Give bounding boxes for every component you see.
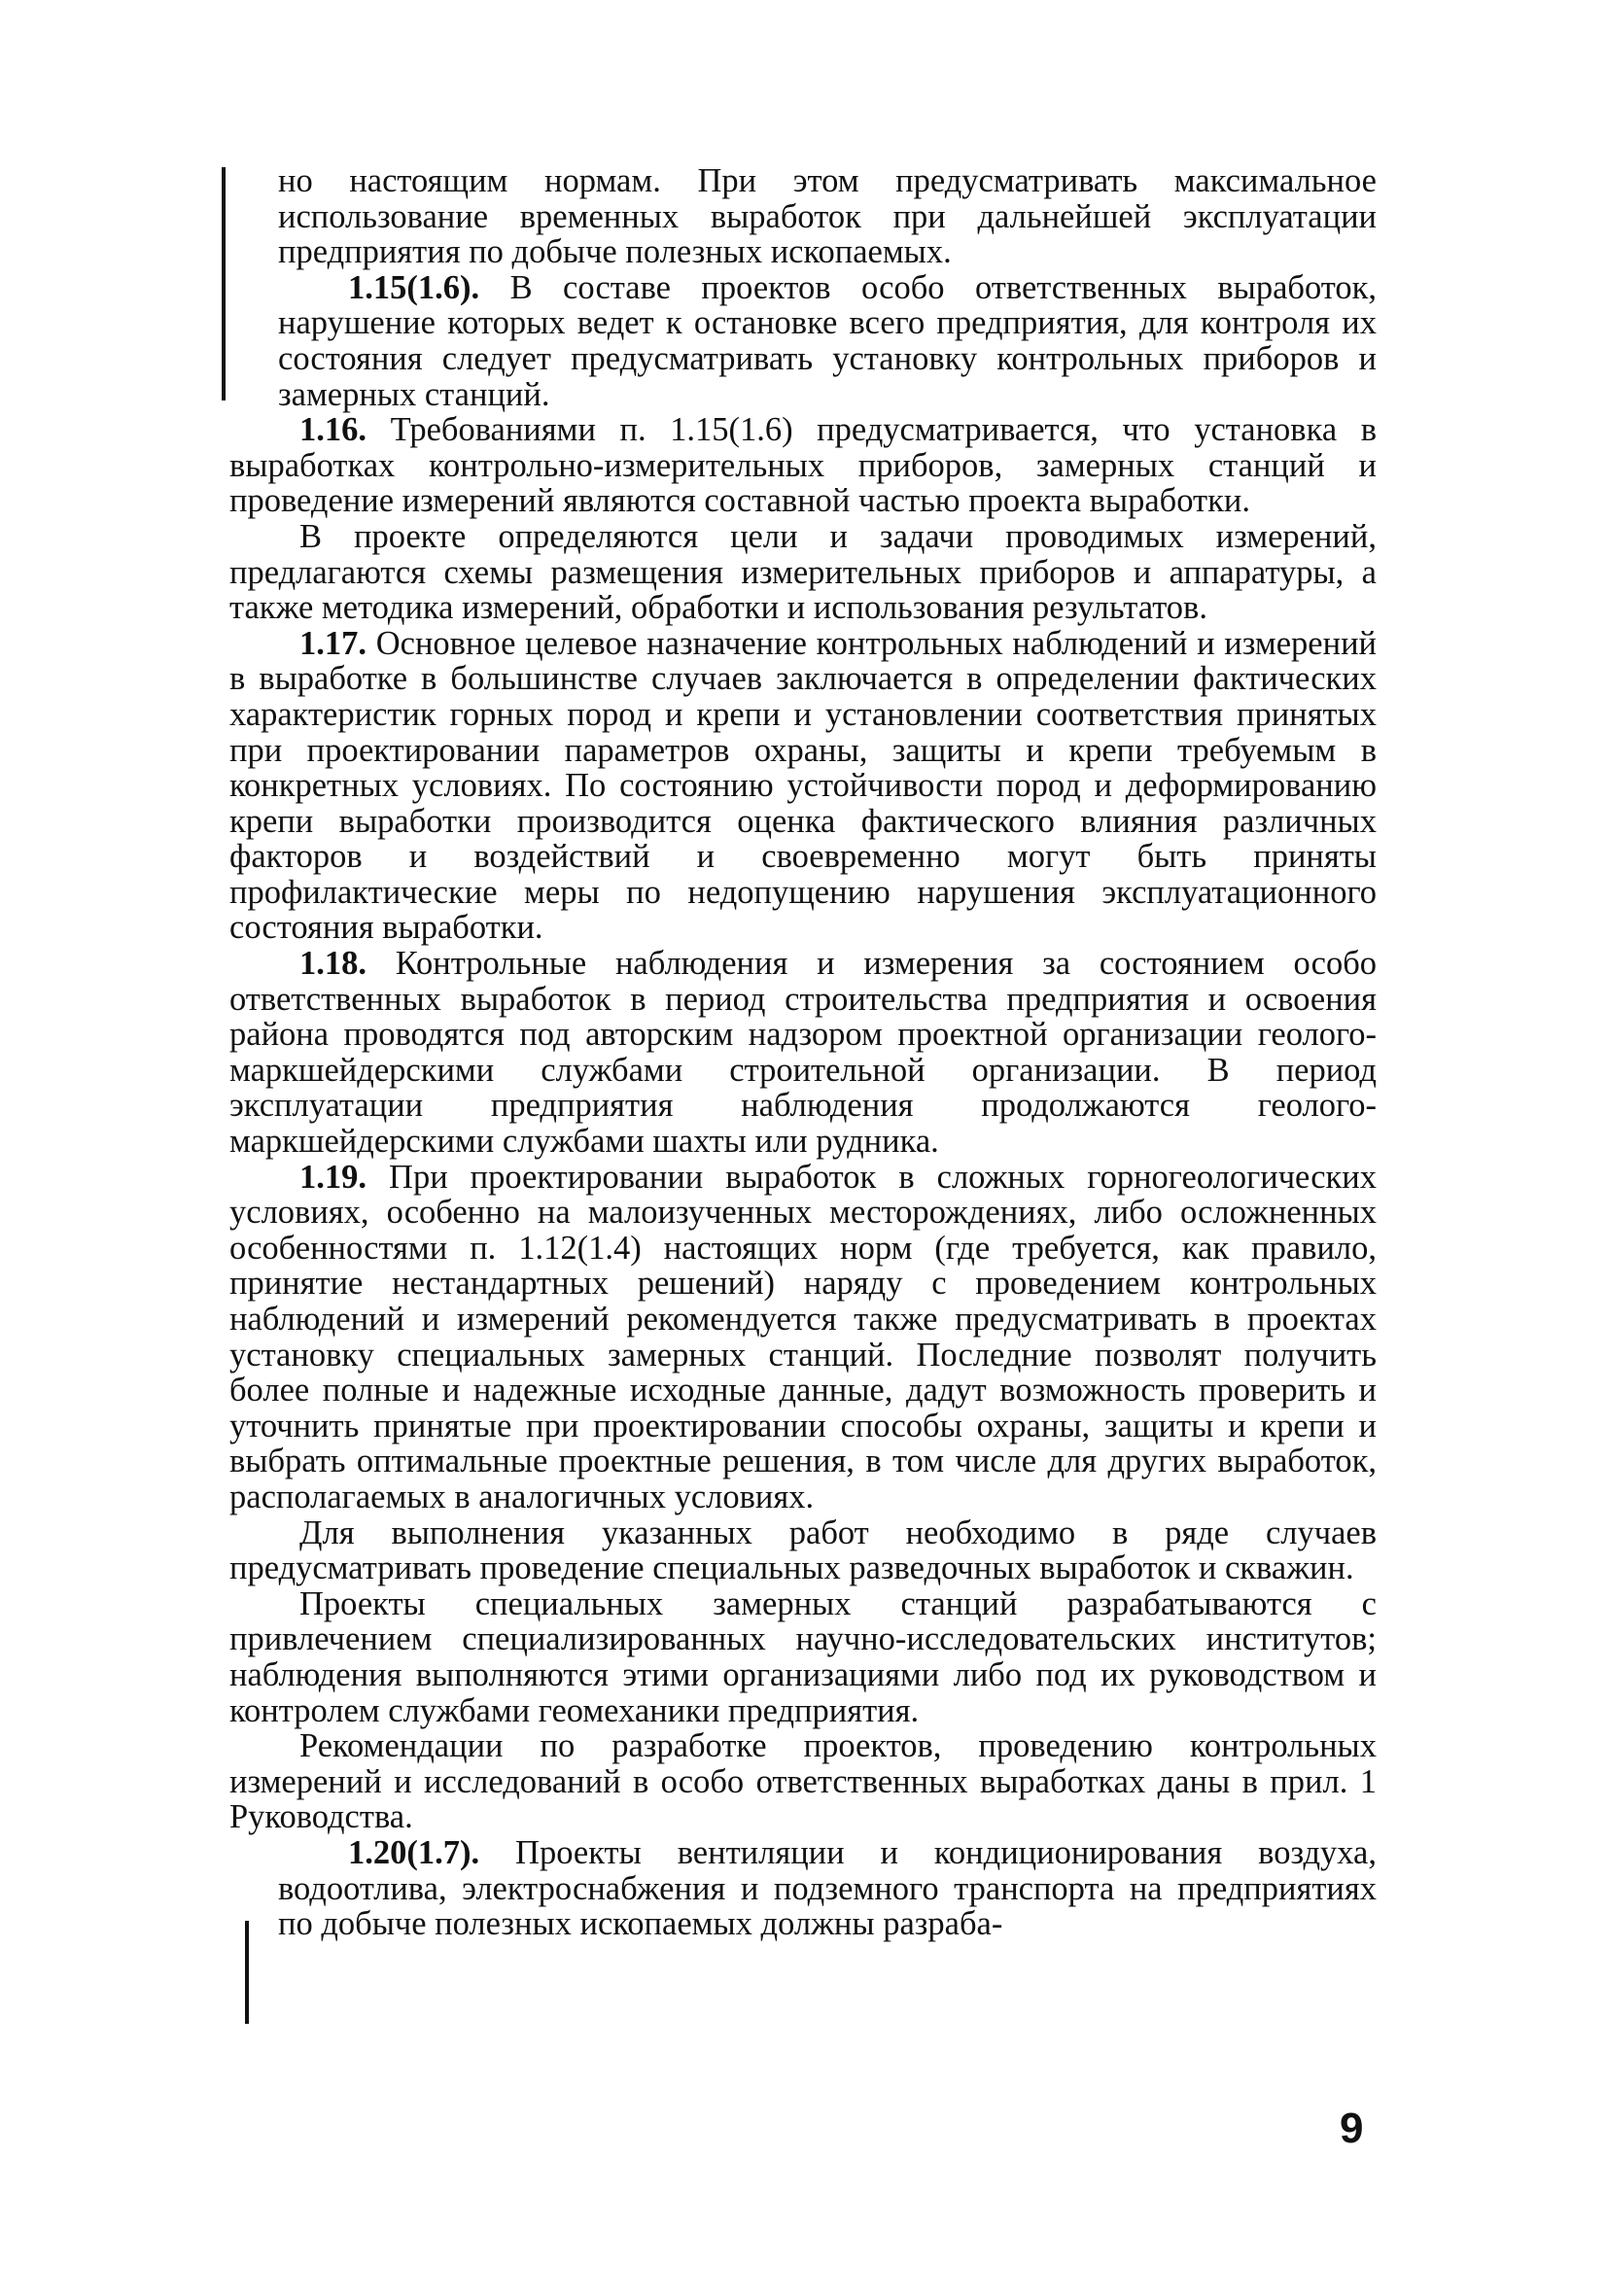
revised-block (229, 1835, 1377, 1942)
paragraph-text: Рекомендации по разработке проектов, проведению контрольных измерений и исследований в особо ответственных выработках даны в прил. 1 Руководства. (229, 1727, 1377, 1836)
paragraph-1-17 (229, 626, 1377, 946)
body-text (229, 163, 1377, 1942)
paragraph-recommendations (229, 1728, 1377, 1835)
paragraph-1-16 (229, 412, 1377, 519)
paragraph-text: Для выполнения указанных работ необходимо в ряде случаев предусматривать проведение специальных разведочных выработок и скважин. (229, 1513, 1377, 1587)
paragraph-text: Требованиями п. 1.15(1.6) предусматривается, что установка в выработках контрольно-измерительных приборов, замерных станций и проведение измерений являются составной частью проекта выработки. (229, 411, 1377, 520)
section-number: 1.15(1.6). (348, 268, 480, 306)
paragraph-continuation (278, 163, 1377, 270)
paragraph-project-goals (229, 519, 1377, 626)
paragraph-text: При проектировании выработок в сложных горногеологических условиях, особенно на малоизученных месторождениях, либо осложненных особенностями п. 1.12(1.4) настоящих норм (где требуется, как правило, принятие нестандартных решений) наряду с проведением контрольных наблюдений и измерений рекомендуется также предусматривать в проектах установку специальных замерных станций. Последние позволят получить более полные и надежные исходные данные, дадут возможность проверить и уточнить принятые при проектировании способы охраны, защиты и крепи и выбрать оптимальные проектные решения, в том числе для других выработок, располагаемых в аналогичных условиях. (229, 1158, 1377, 1515)
paragraph-text: В проекте определяются цели и задачи проводимых измерений, предлагаются схемы размещения измерительных приборов и аппаратуры, а также методика измерений, обработки и использования результатов. (229, 517, 1377, 627)
paragraph-1-15 (278, 270, 1377, 412)
section-number: 1.19. (299, 1158, 367, 1196)
revised-block (229, 163, 1377, 412)
section-number: 1.18. (299, 945, 367, 983)
revision-margin-bar (222, 167, 226, 400)
paragraph-measuring-stations (229, 1586, 1377, 1728)
paragraph-text: Основное целевое назначение контрольных наблюдений и измерений в выработке в большинстве случаев заключается в определении фактических характеристик горных пород и крепи и установлении соответствия принятых при проектировании параметров охраны, защиты и крепи требуемым в конкретных условиях. По состоянию устойчивости пород и деформированию крепи выработки производится оценка фактического влияния различных факторов и воздействий и своевременно могут быть приняты профилактические меры по недопущению нарушения эксплуатационного состояния выработки. (229, 624, 1377, 947)
paragraph-text: В составе проектов особо ответственных выработок, нарушение которых ведет к остановке всего предприятия, для контроля их состояния следует предусматривать установку контрольных приборов и замерных станций. (278, 268, 1377, 413)
paragraph-1-18 (229, 946, 1377, 1160)
page-number: 9 (1340, 2105, 1364, 2152)
paragraph-text: Проекты специальных замерных станций разрабатываются с привлечением специализированных научно-исследовательских институтов; наблюдения выполняются этими организациями либо под их руководством и контролем службами геомеханики предприятия. (229, 1584, 1377, 1729)
paragraph-1-20 (278, 1835, 1377, 1942)
section-number: 1.16. (299, 411, 367, 449)
section-number: 1.17. (299, 624, 367, 662)
section-number: 1.20(1.7). (348, 1833, 480, 1871)
paragraph-1-19 (229, 1160, 1377, 1515)
paragraph-text: но настоящим нормам. При этом предусматривать максимальное использование временных выработок при дальнейшей эксплуатации предприятия по добыче полезных ископаемых. (278, 162, 1377, 271)
paragraph-exploration-works (229, 1515, 1377, 1586)
paragraph-text: Контрольные наблюдения и измерения за состоянием особо ответственных выработок в период строительства предприятия и освоения района проводятся под авторским надзором проектной организации геолого-маркшейдерскими службами строительной организации. В период эксплуатации предприятия наблюдения продолжаются геолого-маркшейдерскими службами шахты или рудника. (229, 945, 1377, 1161)
paragraph-text: Проекты вентиляции и кондиционирования воздуха, водоотлива, электроснабжения и подземного транспорта на предприятиях по добыче полезных ископаемых должны разраба- (278, 1833, 1377, 1943)
